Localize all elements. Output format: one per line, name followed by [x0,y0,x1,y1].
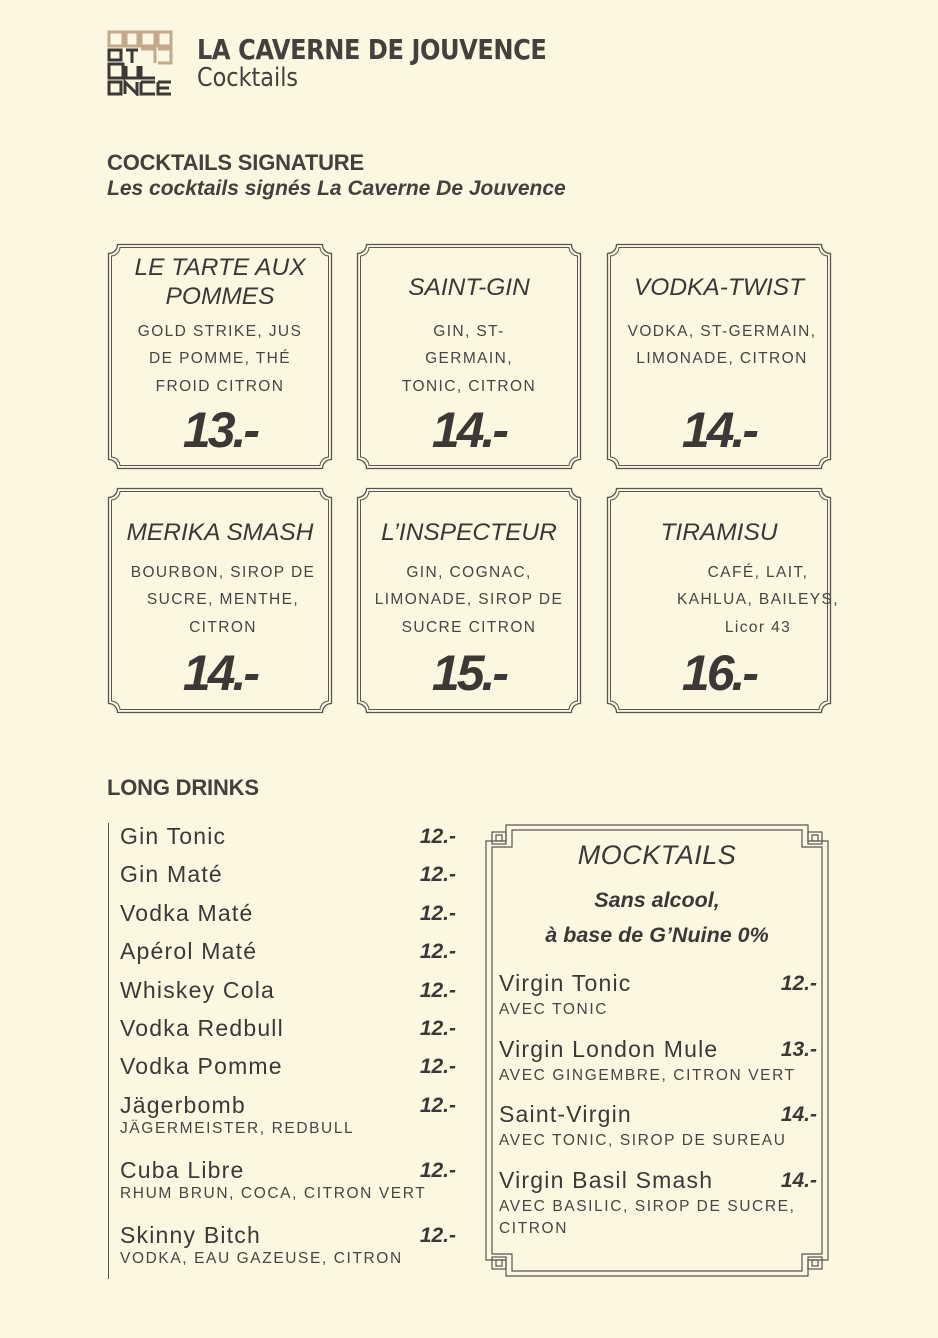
cocktail-price: 13.- [182,402,258,458]
drink-price: 12.- [419,940,456,963]
drink-name: Skinny Bitch [120,1222,261,1248]
cocktail-name: L’INSPECTEUR [381,519,557,546]
mocktail-description: AVEC TONIC [499,1001,609,1018]
mocktail-name: Saint-Virgin [499,1101,632,1127]
mocktail-name: Virgin Tonic [499,970,632,996]
long-drinks-title: LONG DRINKS [107,775,259,800]
cocktail-card [606,487,839,714]
drink-name: Gin Tonic [120,823,227,849]
cocktail-ingredients: VODKA, ST-GERMAIN, LIMONADE, CITRON [627,323,817,368]
cocktail-ingredients: GIN, ST-GERMAIN, TONIC, CITRON [401,323,537,395]
drink-name: Whiskey Cola [120,977,275,1003]
cocktail-name: TIRAMISU [660,519,778,546]
mocktail-name: Virgin London Mule [499,1036,719,1062]
mocktail-item [499,1101,819,1152]
drink-description: RHUM BRUN, COCA, CITRON VERT [120,1185,427,1202]
drink-price: 12.- [419,979,456,1002]
mocktail-description: AVEC GINGEMBRE, CITRON VERT [499,1067,796,1084]
drink-price: 12.- [419,1094,456,1117]
cocktail-price: 14.- [681,402,757,458]
long-drink-item [120,1157,460,1203]
drink-name: Vodka Maté [120,900,254,926]
long-drink-item [120,1092,460,1138]
drink-price: 12.- [419,1224,456,1247]
mocktail-item [499,1036,819,1087]
drink-description: VODKA, EAU GAZEUSE, CITRON [120,1250,403,1267]
mocktails-title: MOCKTAILS [577,840,737,870]
cocktail-card [107,487,333,714]
drink-name: Gin Maté [120,861,223,887]
signature-subtitle: Les cocktails signés La Caverne De Jouvence [107,177,566,200]
long-drink-item [120,861,460,888]
cocktail-name: MERIKA SMASH [126,519,314,546]
long-drink-item [120,977,460,1004]
mocktail-price: 13.- [780,1038,817,1061]
cocktail-price: 16.- [681,645,757,701]
cocktail-name: LE TARTE AUX POMMES [134,254,306,310]
cocktail-ingredients: GOLD STRIKE, JUS DE POMME, THÉ FROID CITRON [137,323,303,395]
cocktail-ingredients: BOURBON, SIROP DE SUCRE, MENTHE, CITRON [130,564,316,636]
cocktail-card [356,487,582,714]
drink-price: 12.- [419,1159,456,1182]
cocktail-card [356,243,582,470]
drink-name: Vodka Redbull [120,1015,284,1041]
mocktail-price: 12.- [780,972,817,995]
mocktails-subtitle-line2: à base de G’Nuine 0% [545,923,769,947]
cocktail-price: 14.- [182,645,258,701]
long-drink-item [120,1053,460,1080]
cocktail-ingredients: GIN, COGNAC, LIMONADE, SIROP DE SUCRE CITRON [374,564,564,636]
drink-name: Cuba Libre [120,1157,245,1183]
mocktails-subtitle-line1: Sans alcool, [594,888,720,912]
brand-logo [107,30,173,96]
cocktail-card [606,243,832,470]
drink-price: 12.- [419,863,456,886]
drink-price: 12.- [419,1055,456,1078]
cocktail-name: VODKA-TWIST [633,274,805,301]
long-drink-item [120,1222,460,1268]
cocktail-ingredients: CAFÉ, LAIT, KAHLUA, BAILEYS, Licor 43 [677,564,839,636]
signature-title: COCKTAILS SIGNATURE [107,150,364,175]
long-drink-item [120,938,460,965]
mocktail-name: Virgin Basil Smash [499,1167,714,1193]
cocktail-name: SAINT-GIN [408,274,530,301]
drink-name: Apérol Maté [120,938,258,964]
mocktail-item [499,1167,817,1240]
drink-description: JÄGERMEISTER, REDBULL [120,1120,355,1137]
long-drink-item [120,823,460,850]
drink-name: Vodka Pomme [120,1053,283,1079]
mocktail-description: AVEC TONIC, SIROP DE SUREAU [499,1132,787,1149]
long-drink-item [120,900,460,927]
drink-price: 12.- [419,1017,456,1040]
drink-price: 12.- [419,902,456,925]
mocktail-item [499,970,819,1021]
brand-title: LA CAVERNE DE JOUVENCE [197,33,547,66]
long-drink-item [120,1015,460,1042]
brand-subtitle: Cocktails [197,63,299,93]
mocktail-price: 14.- [780,1103,817,1126]
cocktail-price: 14.- [431,402,507,458]
mocktail-price: 14.- [780,1169,817,1192]
drink-name: Jägerbomb [120,1092,246,1118]
cocktail-card [107,243,333,470]
cocktail-price: 15.- [431,645,507,701]
long-drinks-rule [108,823,109,1279]
mocktail-description: AVEC BASILIC, SIROP DE SUCRE, CITRON [499,1198,796,1237]
drink-price: 12.- [419,825,456,848]
